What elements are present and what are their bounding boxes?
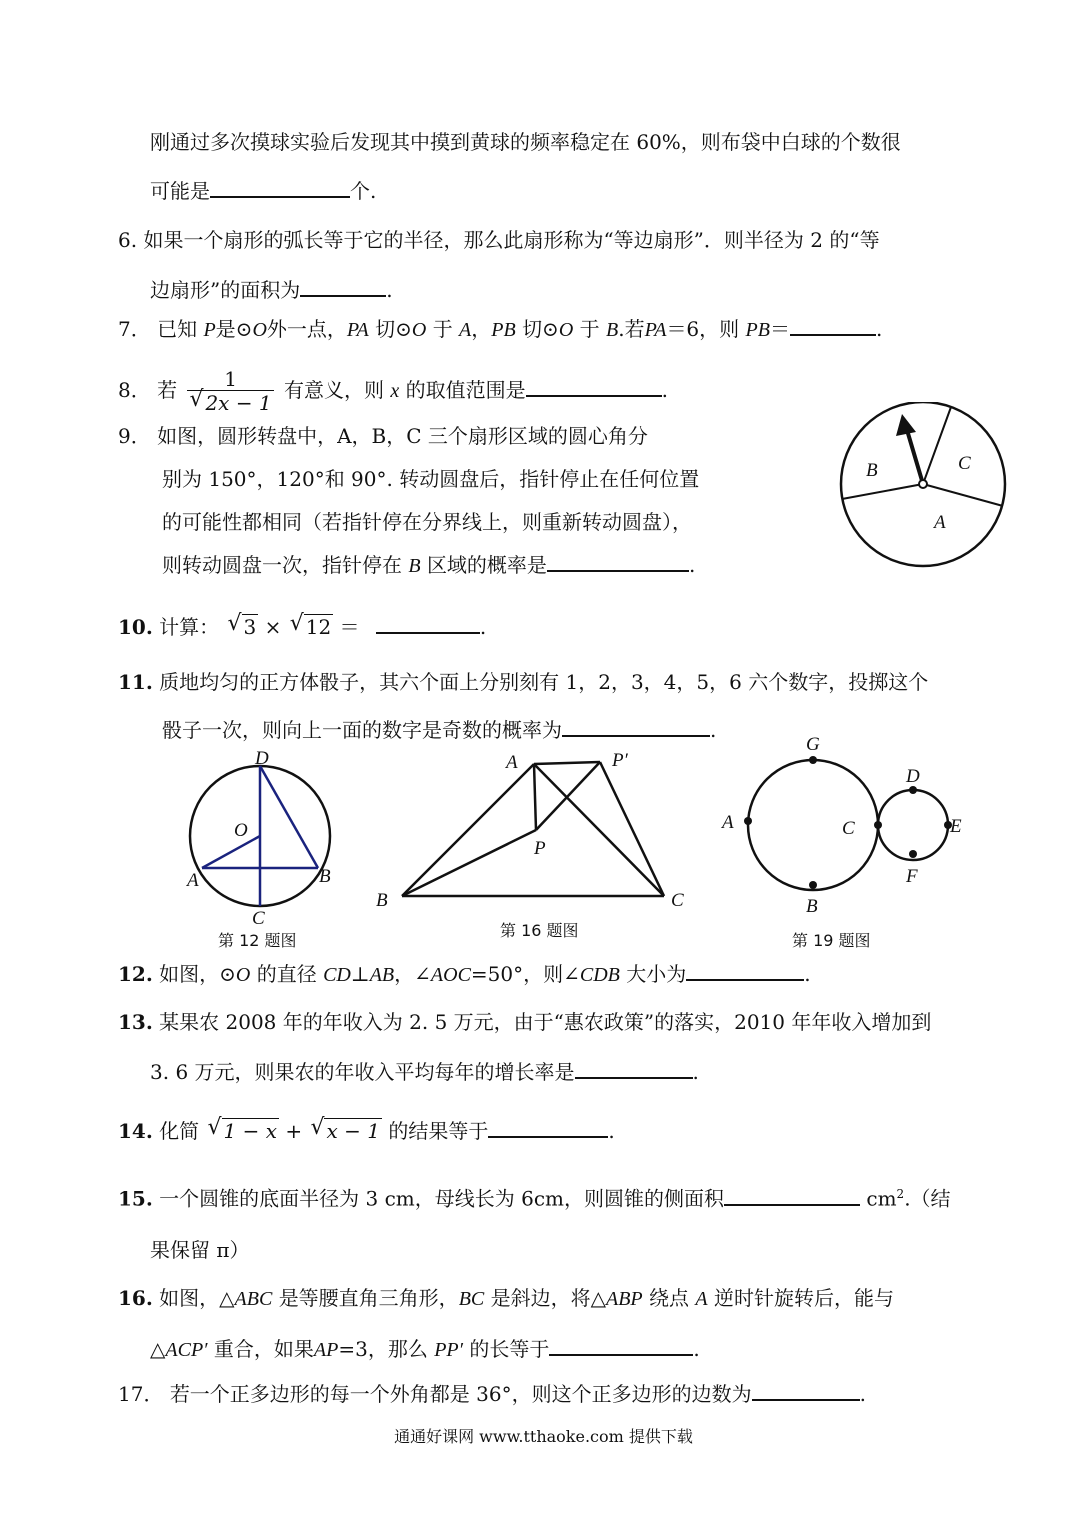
fig12-segment-db [260,766,318,868]
q16-abc: ABC [234,1288,273,1310]
question-number: 6. [118,228,138,252]
answer-blank [686,961,804,981]
fig12-segment-ao [202,836,260,868]
q6-text: 如果一个扇形的弧长等于它的半径，那么此扇形称为“等边扇形”．则半径为 2 的“等 [143,228,880,252]
fig19-small-circle [878,790,948,860]
question-number: 7． [118,317,151,341]
q15-sup: 2 [896,1187,905,1201]
q16-abp: ABP [606,1288,643,1310]
q8-t: 有意义，则 [284,378,385,402]
fig12-label-a: A [187,870,199,891]
q16-t: =3，那么 [338,1337,428,1361]
q14-t: 的结果等于 [388,1119,489,1143]
q12-t: 的直径 [256,962,317,986]
q7-t: 于 [432,317,453,341]
q10-t: 计算： [159,615,220,639]
fig16-segment-ap-prime [534,762,600,764]
answer-blank [575,1059,693,1079]
q7-line [118,316,882,342]
spinner-center [919,480,927,488]
q8-t: 若 [157,378,178,402]
sector-label-c: C [958,453,971,474]
q16-t: 重合，如果 [213,1337,314,1361]
fig16-caption: 第 16 题图 [500,921,579,940]
sector-label-b: B [866,460,878,481]
q11-end: . [710,718,717,742]
q13-line2 [150,1059,699,1084]
q16-bc: BC [458,1288,485,1310]
fraction-denominator [187,391,273,415]
plus-sign: + [285,1119,303,1143]
radicand: 12 [305,615,332,639]
q7-b: B [606,319,619,341]
q15-line1 [118,1182,951,1211]
q12-t: 如图，⊙ [159,962,236,986]
q7-o: O [252,319,267,341]
question-number: 9． [118,424,151,448]
fraction-numerator: 1 [187,368,273,391]
answer-blank [488,1118,608,1138]
q6-end: . [386,278,393,302]
q16-t: 逆时针旋转后，能与 [713,1286,894,1310]
sector-divider [923,407,951,484]
q6-line1 [118,228,880,252]
fig16-segment-p-prime-c [600,762,664,896]
q16-t: 是斜边，将△ [490,1286,606,1310]
q8-line [118,362,668,418]
fig16-segment-bp [402,830,536,896]
q16-t: △ [150,1337,166,1361]
q7-end: . [875,317,883,341]
fig19-caption: 第 19 题图 [792,931,871,950]
fig19-point-c [874,821,882,829]
radical [189,391,273,415]
q16-line1 [118,1286,894,1311]
q13-end: . [692,1060,699,1084]
q7-a: A [459,319,472,341]
q15-unit: cm [866,1186,897,1211]
fig12-label-b: B [319,866,331,887]
radicand: 2x − 1 [205,391,272,415]
q14-end: . [608,1119,615,1143]
q16-t: 是等腰直角三角形， [278,1286,459,1310]
fig19-point-b [809,881,817,889]
q7-t: 于 [579,317,600,341]
q16-t: 的长等于 [469,1337,550,1361]
q9-line1 [118,424,648,448]
fig19-large-circle [748,760,878,890]
q12-o: O [235,964,251,986]
answer-blank [376,614,480,634]
q12-t: =50°，则∠ [470,962,580,986]
q7-t: 已知 [157,317,198,341]
question-number: 15. [118,1186,153,1211]
figure-16 [366,748,700,942]
fig19-label-g: G [806,734,820,755]
equals-sign: ＝ [339,615,360,639]
question-number: 10. [118,615,153,639]
question-number: 8． [118,378,151,402]
fig16-segment-ap [534,764,536,830]
q5-line2 [150,178,376,203]
q12-t: 大小为 [626,962,687,986]
q12-end: . [804,962,811,986]
q7-t: ， [471,317,492,341]
q17-end: . [859,1382,866,1406]
q13-text: 某果农 2008 年的年收入为 2. 5 万元，由于“惠农政策”的落实，2010 年年收入增加到 [159,1010,932,1034]
q5-line1: 刚通过多次摸球实验后发现其中摸到黄球的频率稳定在 60%，则布袋中白球的个数很 [150,130,901,154]
q10-end: . [479,615,487,639]
figure-12 [178,748,348,954]
q7-t: 是⊙ [215,317,253,341]
radical [290,615,333,639]
sector-label-a: A [934,512,946,533]
q6-line2 [150,277,393,302]
q11-line2 [162,717,716,742]
fig19-point-d [909,786,917,794]
q15-t: 一个圆锥的底面半径为 3 cm，母线长为 6cm，则圆锥的侧面积 [159,1186,725,1211]
q16-pp: PP′ [434,1339,463,1361]
answer-blank [549,1336,693,1356]
q7-pb: PB [491,319,516,341]
q7-t: 外一点， [266,317,347,341]
fig16-label-p: P [534,838,546,859]
fig19-label-f: F [906,866,918,887]
q17-line [118,1381,866,1406]
fig12-label-d: D [255,748,269,769]
page-footer: 通通好课网 www.tthaoke.com 提供下载 [394,1427,693,1446]
fig16-side-ab [402,764,534,896]
question-number: 13. [118,1010,153,1034]
radical [208,1119,279,1143]
q7-p: P [203,319,216,341]
radicand: x − 1 [326,1119,380,1143]
radicand: 3 [243,615,257,639]
q8-t: 的取值范围是 [405,378,526,402]
radical [228,615,259,639]
fig19-label-a: A [722,812,734,833]
q10-line [118,614,486,639]
q16-t: 绕点 [649,1286,690,1310]
radicand: 1 − x [223,1119,277,1143]
fig19-label-b: B [806,896,818,917]
spinner-figure [836,402,1012,568]
q16-line2 [150,1336,700,1362]
fig19-label-e: E [950,816,962,837]
question-number: 11. [118,670,153,694]
q7-t: 切⊙ [522,317,559,341]
answer-blank [752,1381,860,1401]
fraction [187,368,273,415]
fig19-label-c: C [842,818,855,839]
q7-t: ＝6，则 [666,317,740,341]
question-number: 16. [118,1286,153,1310]
question-number: 14. [118,1119,153,1143]
pointer-arrow [907,430,923,484]
fig19-point-g [809,756,817,764]
q12-cd: CD [323,964,351,986]
q12-aoc: AOC [430,964,471,986]
q7-pa: PA [346,319,369,341]
q14-line [118,1118,615,1143]
q13-line1 [118,1010,931,1034]
fig19-point-a [744,817,752,825]
q15-line2: 果保留 π） [150,1238,250,1262]
q12-line [118,961,811,987]
fig16-label-p-prime: P′ [612,750,628,771]
q9-end: . [688,553,696,577]
answer-blank [547,552,689,572]
times-sign: × [264,615,282,639]
fig12-label-c: C [252,908,265,929]
question-number: 17． [118,1382,164,1406]
q9-text: 如图，圆形转盘中，A，B，C 三个扇形区域的圆心角分 [157,424,648,448]
fig19-point-f [909,850,917,858]
q12-t: ⊥ [350,962,370,986]
q8-x: x [390,380,400,402]
q9-line3: 的可能性都相同（若指针停在分界线上，则重新转动圆盘）， [162,510,692,534]
fig16-label-c: C [671,890,684,911]
q9-line4 [162,552,695,578]
q7-o: O [411,319,427,341]
answer-blank [562,717,710,737]
fig16-label-a: A [506,752,518,773]
pointer-arrowhead [896,414,916,436]
fig16-side-ac [534,764,664,896]
answer-blank [526,377,662,397]
fig19-label-d: D [906,766,920,787]
q15-t: .（结 [904,1186,951,1211]
fig12-caption: 第 12 题图 [218,931,297,950]
q7-pa2: PA [644,319,667,341]
q11-line1 [118,670,928,694]
q16-ap: AP [313,1339,339,1361]
q9-t: 区域的概率是 [426,553,547,577]
radical [310,1119,381,1143]
q7-t: .若 [618,317,645,341]
answer-blank [790,316,876,336]
question-number: 12. [118,962,153,986]
q14-t: 化简 [159,1119,200,1143]
q9-t: 则转动圆盘一次，指针停在 [162,553,402,577]
q7-o: O [558,319,574,341]
q16-end: . [693,1337,700,1361]
q5-end: 个. [350,179,377,203]
q11-text: 质地均匀的正方体骰子，其六个面上分别刻有 1，2，3，4，5，6 六个数字，投掷这个 [159,670,929,694]
q7-t: ＝ [769,317,790,341]
q16-acp: ACP′ [165,1339,208,1361]
q12-t: ，∠ [394,962,431,986]
sector-divider [923,484,1003,506]
answer-blank [300,277,386,297]
answer-blank [724,1186,860,1206]
figure-19 [716,728,978,954]
q11-text-2: 骰子一次，则向上一面的数字是奇数的概率为 [162,718,562,742]
q9-line2: 别为 150°，120°和 90°. 转动圆盘后，指针停止在任何位置 [162,467,700,491]
fig12-label-o: O [234,820,248,841]
q8-end: . [661,378,668,402]
q6-text-2: 边扇形”的面积为 [150,278,301,302]
answer-blank [210,178,350,198]
q12-cdb: CDB [579,964,620,986]
q7-pb2: PB [745,319,770,341]
q12-ab: AB [369,964,395,986]
q16-t: 如图，△ [159,1286,235,1310]
fig16-label-b: B [376,890,388,911]
q7-t: 切⊙ [375,317,412,341]
q13-text-2: 3. 6 万元，则果农的年收入平均每年的增长率是 [150,1060,575,1084]
q9-b: B [408,555,421,577]
sector-divider [842,484,923,499]
q16-a: A [695,1288,708,1310]
q17-text: 若一个正多边形的每一个外角都是 36°，则这个正多边形的边数为 [169,1382,752,1406]
q5-text: 可能是 [150,179,210,203]
